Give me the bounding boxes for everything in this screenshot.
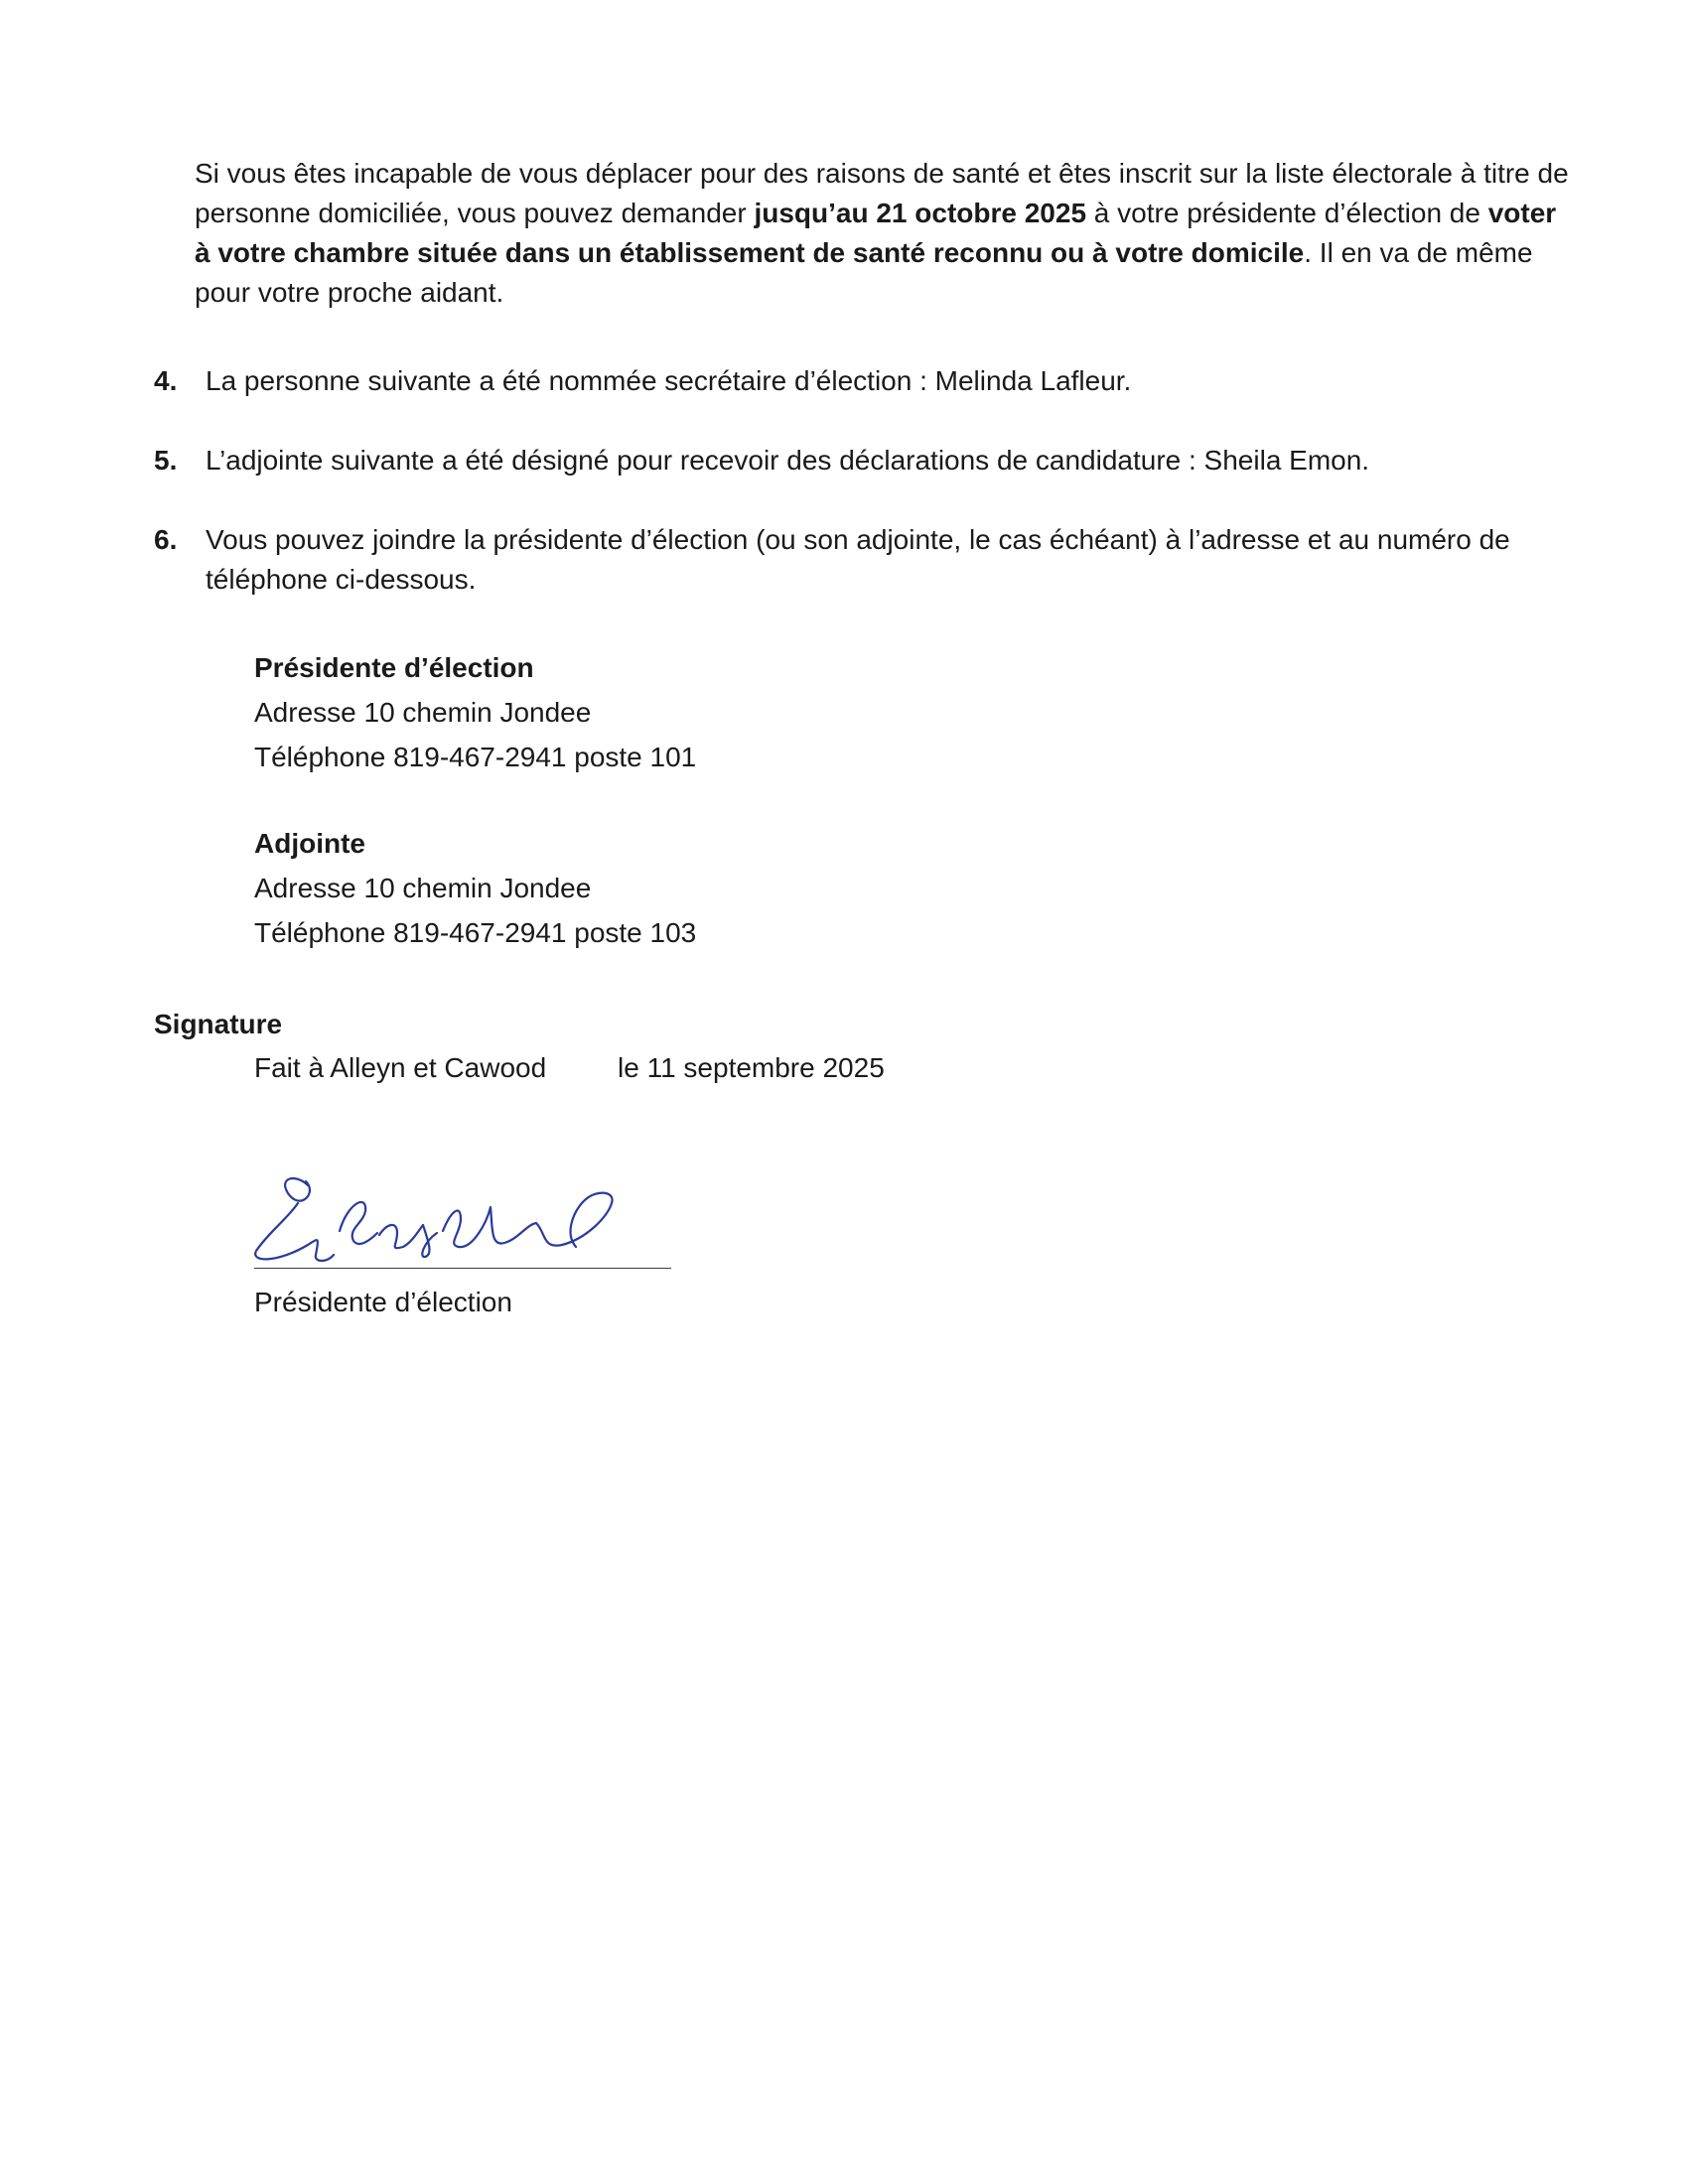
signature-strokes: [255, 1178, 612, 1261]
paragraph-text-2: à votre présidente d’élection de: [1086, 198, 1488, 228]
mobility-paragraph: [195, 154, 1575, 313]
contact-adjointe: [254, 821, 696, 955]
list-number: 5.: [154, 445, 178, 476]
signature-place: Fait à Alleyn et Cawood: [254, 1052, 547, 1083]
list-number: 4.: [154, 365, 178, 396]
signature-heading: Signature: [154, 1009, 283, 1039]
contact-title: Présidente d’élection: [254, 652, 534, 683]
signature-role: Présidente d’élection: [254, 1287, 512, 1317]
signature-stroke: [443, 1207, 536, 1247]
paragraph-deadline: jusqu’au 21 octobre 2025: [754, 198, 1087, 228]
handwritten-signature: [248, 1163, 665, 1273]
contact-title: Adjointe: [254, 828, 365, 859]
list-text: Vous pouvez joindre la présidente d’élection (ou son adjointe, le cas échéant) à l’adresse et au numéro de téléphone ci-dessous.: [206, 524, 1510, 595]
list-text: L’adjointe suivante a été désigné pour recevoir des déclarations de candidature : Sheila Emon.: [206, 445, 1370, 476]
contact-address: Adresse 10 chemin Jondee: [254, 873, 592, 903]
contact-address: Adresse 10 chemin Jondee: [254, 697, 592, 728]
signature-stroke: [536, 1193, 613, 1247]
list-text: La personne suivante a été nommée secrétaire d’élection : Melinda Lafleur.: [206, 365, 1132, 396]
signature-date: le 11 septembre 2025: [618, 1052, 885, 1083]
signature-stroke: [422, 1225, 437, 1257]
list-number: 6.: [154, 524, 178, 555]
signature-stroke: [255, 1178, 334, 1261]
contact-phone: Téléphone 819-467-2941 poste 103: [254, 917, 697, 948]
paragraph-voting-location: voter à votre chambre située dans un établissement de santé reconnu ou à votre domicile: [195, 198, 1557, 268]
paragraph-text-1: Si vous êtes incapable de vous déplacer pour des raisons de santé et êtes inscrit sur la liste électorale à titre de personne domiciliée, vous pouvez demander: [195, 158, 1569, 228]
signature-line: [254, 1268, 671, 1269]
signature-stroke: [340, 1202, 377, 1244]
paragraph-text-3: . Il en va de même pour votre proche aidant.: [195, 237, 1533, 308]
signature-stroke: [379, 1225, 423, 1248]
contact-presidente: [254, 645, 696, 779]
contact-phone: Téléphone 819-467-2941 poste 101: [254, 742, 697, 772]
